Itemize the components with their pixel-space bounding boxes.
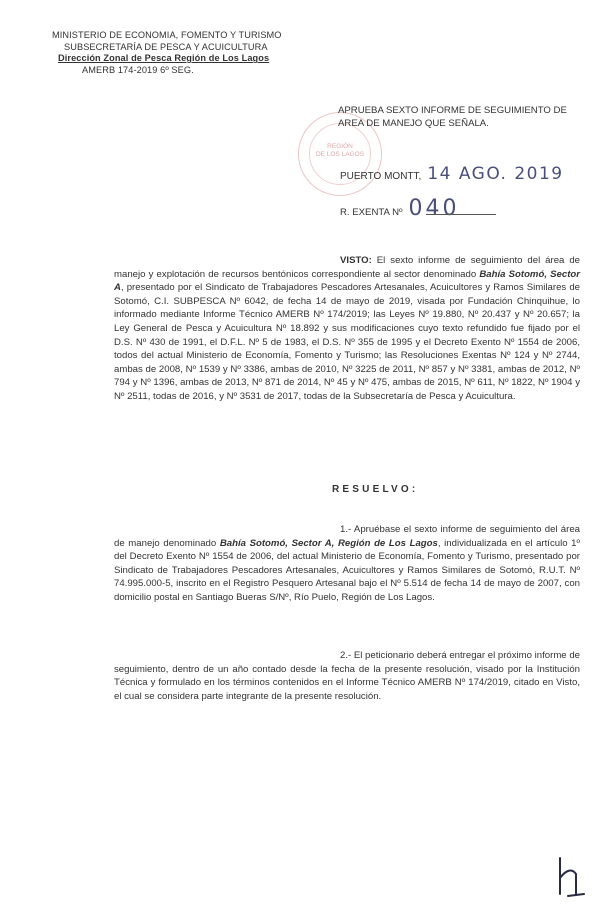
point1-sector: Bahía Sotomó, Sector A, Región de Los Lagos <box>219 537 438 549</box>
seal-line-2: DE LOS LAGOS <box>315 151 365 158</box>
ministry-name: MINISTERIO DE ECONOMIA, FOMENTO Y TURISMO <box>52 30 282 40</box>
visto-text-after: , presentado por el Sindicato de Trabajadores Pescadores Artesanales, Acuicultores y Ramos Similares de Sotomó, C.I. SUBPESCA Nº 6042, de fecha 14 de mayo de 2019, visada por Fundación Chinquihue, lo informado mediante Informe Técnico AMERB Nº 174/2019; las Leyes Nº 19.880, Nº 20.437 y Nº 20.657; la Ley General de Pesca y Acuicultura Nº 18.892 y sus modificaciones cuyo texto refundido fue fijado por el D.S. Nº 430 de 1991, el D.F.L. Nº 5 de 1983, el D.S. Nº 355 de 1995 y el Decreto Exento Nº 1554 de 2006, todos del actual Ministerio de Economía, Fomento y Turismo; las Resoluciones Exentas Nº 124 y Nº 2744, ambas de 2008, Nº 1539 y Nº 3386, ambas de 2010, Nº 3225 de 2011, Nº 857 y Nº 3381, ambas de 2012, Nº 794 y Nº 1396, ambas de 2013, Nº 871 de 2014, Nº 45 y Nº 475, ambas de 2015, Nº 611, Nº 1822, Nº 1904 y Nº 2511, todas de 2016, y Nº 3531 de 2017, todas de la Subsecretaría de Pesca y Acuicultura. <box>114 282 580 402</box>
resolution-label: R. EXENTA Nº <box>340 207 403 218</box>
resuelvo-heading: RESUELVO: <box>332 484 419 495</box>
signature-mark <box>548 850 588 900</box>
letterhead <box>52 30 282 76</box>
resolution-subject <box>338 104 568 130</box>
file-reference: AMERB 174-2019 6º SEG. <box>82 64 194 75</box>
point1-lead: 1.- Apruébase el sexto informe de seguimiento del área de manejo denominado <box>114 524 580 549</box>
date-stamp: 14 AGO. 2019 <box>427 164 564 184</box>
point1-rest: , individualizada en el artículo 1º del Decreto Exento Nº 1554 de 2006, del actual Ministerio de Economía, Fomento y Turismo, presentado por Sindicato de Trabajadores Pescadores Artesanales, Acuicultores y Ramos Similares de Sotomó, R.U.T. Nº 74.995.000-5, inscrito en el Registro Pesquero Artesanal bajo el Nº 5.514 de fecha 14 de mayo de 2007, con domicilio postal en Santiago Bueras S/Nº, Río Puelo, Región de Los Lagos. <box>114 537 581 603</box>
visto-sector: Bahía Sotomó, Sector A <box>114 268 580 294</box>
place-label: PUERTO MONTT, <box>340 171 422 182</box>
subject-line-1: APRUEBA SEXTO INFORME DE SEGUIMIENTO DE <box>338 105 567 116</box>
resolution-point-2 <box>114 649 580 703</box>
resolution-number: 040 <box>408 196 460 221</box>
place-date <box>340 164 564 184</box>
resolution-point-1 <box>114 523 580 605</box>
resolution-number-line <box>340 196 496 221</box>
point2-text: 2.- El peticionario deberá entregar el próximo informe de seguimiento, dentro de un año contado desde la fecha de la presente resolución, visado por la Institución Técnica y formulado en los términos contenidos en el Informe Técnico AMERB Nº 174/2019, citado en Visto, el cual se considera parte integrante de la presente resolución. <box>114 650 580 702</box>
visto-label: VISTO: <box>340 255 372 266</box>
subsecretariat-name: SUBSECRETARÍA DE PESCA Y ACUICULTURA <box>64 41 268 52</box>
number-underline <box>426 200 496 215</box>
visto-paragraph <box>114 254 580 404</box>
seal-line-1: REGIÓN <box>327 143 353 150</box>
visto-text-before: El sexto informe de seguimiento del área de manejo y explotación de recursos bentónicos correspondiente al sector denominado <box>114 255 581 280</box>
subject-line-2: AREA DE MANEJO QUE SEÑALA. <box>338 118 489 129</box>
zonal-directorate: Dirección Zonal de Pesca Región de Los Lagos <box>58 53 270 64</box>
